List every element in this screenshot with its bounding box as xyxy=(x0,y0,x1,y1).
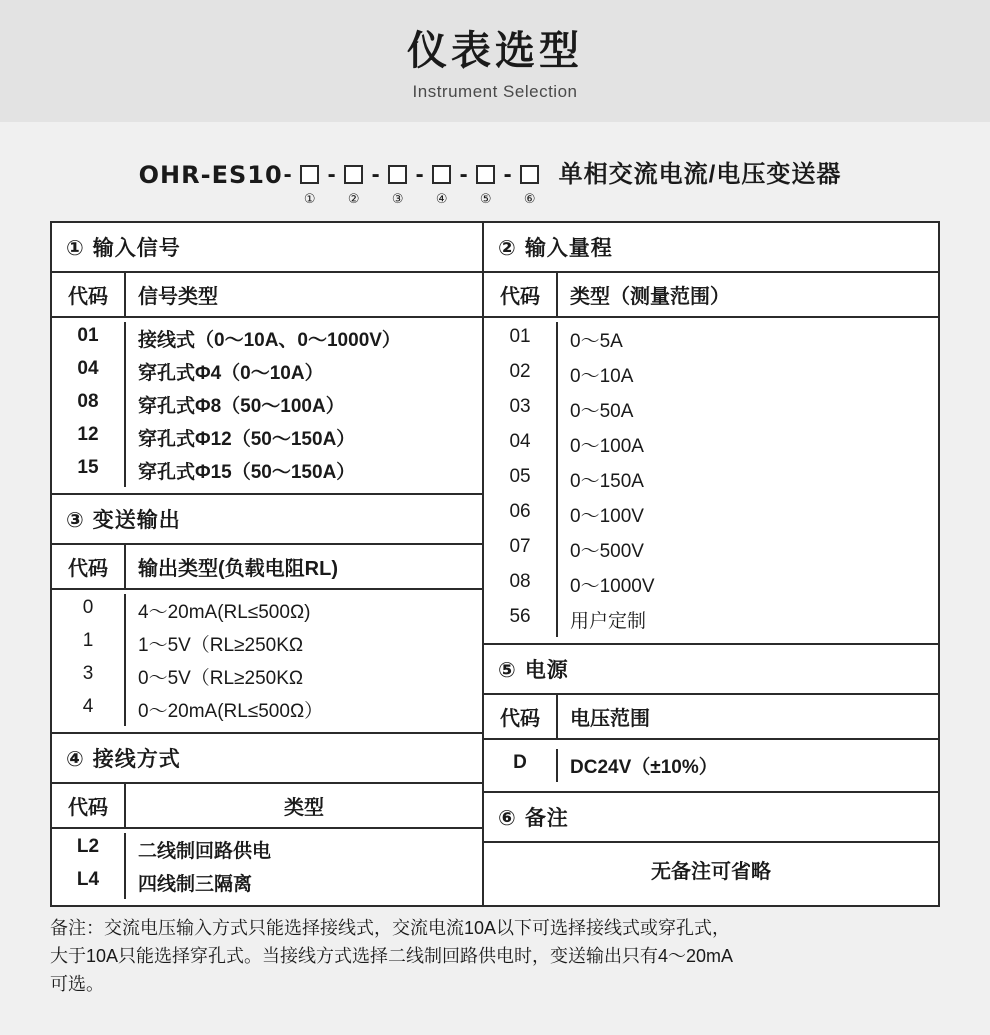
slot-box-2[interactable] xyxy=(344,165,363,184)
model-slot-4[interactable] xyxy=(425,160,459,207)
column-headers-power-supply xyxy=(484,695,938,740)
section-header-remark xyxy=(484,793,938,843)
model-code-row xyxy=(139,160,842,207)
slot-number-2: ② xyxy=(347,191,360,206)
slot-number-3: ③ xyxy=(391,191,404,206)
slot-box-6[interactable] xyxy=(520,165,539,184)
row-desc: 0～1000V xyxy=(570,576,655,597)
slot-number-1: ① xyxy=(303,191,316,206)
rows-transmit-output xyxy=(52,590,482,734)
footer-note-line-1: 备注：交流电压输入方式只能选择接线式，交流电流10A以下可选择接线式或穿孔式， xyxy=(50,918,731,938)
table-row xyxy=(52,454,482,487)
row-code: 01 xyxy=(52,322,126,355)
row-desc: 0～5A xyxy=(570,331,623,352)
selection-table xyxy=(50,221,940,907)
header-desc-input-range: 类型（测量范围） xyxy=(570,286,731,308)
row-desc: 0～20mA(RL≤500Ω） xyxy=(138,701,324,722)
section-title-remark: 备注 xyxy=(524,807,569,830)
section-title-transmit-output: 变送输出 xyxy=(92,509,181,532)
row-code: L4 xyxy=(52,866,126,899)
header-desc-transmit-output: 输出类型(负载电阻RL) xyxy=(138,558,338,580)
column-headers-wiring-method xyxy=(52,784,482,829)
remark-text: 无备注可省略 xyxy=(651,861,772,883)
rows-wiring-method xyxy=(52,829,482,905)
section-header-input-range xyxy=(484,223,938,273)
row-code: 02 xyxy=(484,357,558,392)
slot-number-5: ⑤ xyxy=(479,191,492,206)
row-code: 15 xyxy=(52,454,126,487)
row-desc: 1～5V（RL≥250KΩ xyxy=(138,635,304,656)
table-row xyxy=(484,392,938,427)
rows-input-range xyxy=(484,318,938,645)
section-title-input-signal: 输入信号 xyxy=(92,237,181,260)
table-row xyxy=(52,322,482,355)
selection-table-left-column xyxy=(52,223,484,905)
header-code-input-signal: 代码 xyxy=(52,273,126,316)
table-row xyxy=(484,427,938,462)
table-row xyxy=(52,388,482,421)
section-marker-power-supply: ⑤ xyxy=(498,659,517,682)
slot-box-4[interactable] xyxy=(432,165,451,184)
column-headers-input-range xyxy=(484,273,938,318)
model-slot-6[interactable] xyxy=(513,160,547,207)
section-marker-transmit-output: ③ xyxy=(66,509,85,532)
model-slot-5[interactable] xyxy=(469,160,503,207)
product-name: 单相交流电流/电压变送器 xyxy=(558,161,842,188)
row-code: 0 xyxy=(52,594,126,627)
model-dash-1: - xyxy=(327,161,336,188)
page-header xyxy=(0,0,990,122)
row-code: 56 xyxy=(484,602,558,637)
row-code: 05 xyxy=(484,462,558,497)
row-code: 08 xyxy=(484,567,558,602)
row-desc: 穿孔式Φ15（50～150A） xyxy=(138,462,356,483)
table-row xyxy=(52,660,482,693)
row-code: L2 xyxy=(52,833,126,866)
table-row xyxy=(52,627,482,660)
row-desc: 0～10A xyxy=(570,366,634,387)
section-header-wiring-method xyxy=(52,734,482,784)
model-prefix: OHR-ES10 xyxy=(138,161,283,189)
section-title-input-range: 输入量程 xyxy=(524,237,613,260)
row-code: 4 xyxy=(52,693,126,726)
table-row xyxy=(484,567,938,602)
row-desc: 接线式（0～10A、0～1000V） xyxy=(138,330,401,351)
row-code: 03 xyxy=(484,392,558,427)
table-row xyxy=(484,497,938,532)
row-desc: 0～150A xyxy=(570,471,644,492)
header-desc-wiring-method: 类型 xyxy=(284,797,325,819)
model-dash-0: - xyxy=(283,161,292,188)
model-dash-2: - xyxy=(371,161,380,188)
table-row xyxy=(52,421,482,454)
row-desc: 0～100V xyxy=(570,506,644,527)
section-marker-input-signal: ① xyxy=(66,237,85,260)
section-header-transmit-output xyxy=(52,495,482,545)
row-desc: 4～20mA(RL≤500Ω) xyxy=(138,602,311,623)
row-desc: 穿孔式Φ8（50～100A） xyxy=(138,396,345,417)
row-code: 08 xyxy=(52,388,126,421)
header-code-input-range: 代码 xyxy=(484,273,558,316)
row-desc: 四线制三隔离 xyxy=(138,874,253,895)
column-headers-transmit-output xyxy=(52,545,482,590)
row-code: 3 xyxy=(52,660,126,693)
footer-note-line-2: 大于10A只能选择穿孔式。当接线方式选择二线制回路供电时，变送输出只有4～20mA xyxy=(50,945,734,966)
page-title: 仪表选型 xyxy=(407,29,583,73)
header-code-wiring-method: 代码 xyxy=(52,784,126,827)
row-code: D xyxy=(484,749,558,782)
table-row xyxy=(484,462,938,497)
header-desc-input-signal: 信号类型 xyxy=(138,286,218,308)
model-dash-5: - xyxy=(503,161,512,188)
model-slot-2[interactable] xyxy=(337,160,371,207)
header-code-power-supply: 代码 xyxy=(484,695,558,738)
table-row xyxy=(52,833,482,866)
table-row xyxy=(484,322,938,357)
header-desc-power-supply: 电压范围 xyxy=(570,708,651,730)
model-dash-3: - xyxy=(415,161,424,188)
footer-note xyxy=(50,915,940,999)
row-desc: 穿孔式Φ12（50～150A） xyxy=(138,429,356,450)
row-desc: 二线制回路供电 xyxy=(138,841,272,862)
selection-table-right-column xyxy=(484,223,938,905)
table-row xyxy=(484,532,938,567)
row-code: 12 xyxy=(52,421,126,454)
rows-power-supply xyxy=(484,740,938,793)
table-row xyxy=(484,357,938,392)
section-marker-input-range: ② xyxy=(498,237,517,260)
section-header-power-supply xyxy=(484,645,938,695)
row-code: 07 xyxy=(484,532,558,567)
row-desc: DC24V（±10%） xyxy=(570,757,718,778)
section-marker-remark: ⑥ xyxy=(498,807,517,830)
slot-number-6: ⑥ xyxy=(523,191,536,206)
header-code-transmit-output: 代码 xyxy=(52,545,126,588)
section-title-wiring-method: 接线方式 xyxy=(92,748,181,771)
row-desc: 0～100A xyxy=(570,436,644,457)
row-desc: 0～5V（RL≥250KΩ xyxy=(138,668,304,689)
model-dash-4: - xyxy=(459,161,468,188)
slot-box-3[interactable] xyxy=(388,165,407,184)
table-row xyxy=(52,594,482,627)
table-row xyxy=(484,602,938,637)
table-row xyxy=(52,693,482,726)
section-marker-wiring-method: ④ xyxy=(66,748,85,771)
table-row xyxy=(52,866,482,899)
slot-box-1[interactable] xyxy=(300,165,319,184)
section-header-input-signal xyxy=(52,223,482,273)
column-headers-input-signal xyxy=(52,273,482,318)
row-code: 01 xyxy=(484,322,558,357)
footer-note-line-3: 可选。 xyxy=(50,973,104,994)
model-slots xyxy=(293,160,547,207)
row-desc: 穿孔式Φ4（0～10A） xyxy=(138,363,324,384)
rows-input-signal xyxy=(52,318,482,495)
model-slot-3[interactable] xyxy=(381,160,415,207)
row-code: 1 xyxy=(52,627,126,660)
model-code-section xyxy=(0,122,990,207)
slot-number-4: ④ xyxy=(435,191,448,206)
table-row xyxy=(484,749,938,782)
model-slot-1[interactable] xyxy=(293,160,327,207)
row-desc: 用户定制 xyxy=(570,611,647,632)
section-title-power-supply: 电源 xyxy=(524,659,569,682)
row-code: 04 xyxy=(52,355,126,388)
row-desc: 0～50A xyxy=(570,401,634,422)
row-code: 04 xyxy=(484,427,558,462)
row-code: 06 xyxy=(484,497,558,532)
row-desc: 0～500V xyxy=(570,541,644,562)
table-row xyxy=(52,355,482,388)
slot-box-5[interactable] xyxy=(476,165,495,184)
page-subtitle: Instrument Selection xyxy=(412,82,578,101)
